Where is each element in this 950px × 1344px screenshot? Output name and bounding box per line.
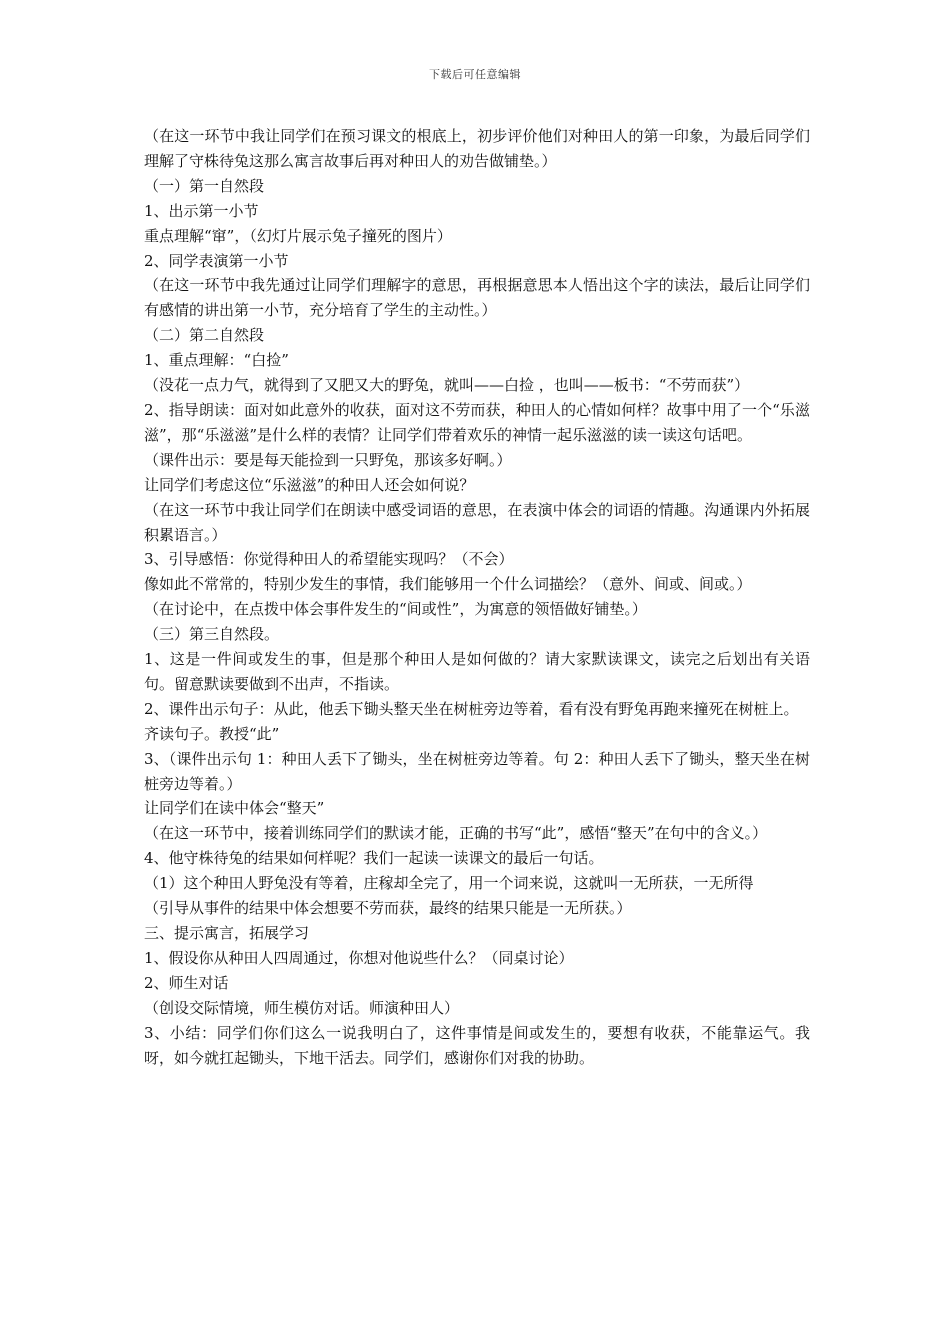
paragraph: 3、小结：同学们你们这么一说我明白了，这件事情是间或发生的，要想有收获，不能靠运气。我呀，如今就扛起锄头，下地干活去。同学们，感谢你们对我的协助。: [144, 1023, 810, 1067]
paragraph: 3、引导感悟：你觉得种田人的希望能实现吗？（不会）: [144, 550, 514, 569]
paragraph: （引导从事件的结果中体会想要不劳而获，最终的结果只能是一无所获。）: [144, 899, 632, 918]
paragraph: （在这一环节中我先通过让同学们理解字的意思，再根据意思本人悟出这个字的读法，最后让同学们有感情的讲出第一小节，充分培育了学生的主动性。）: [144, 276, 810, 320]
paragraph: 齐读句子。教授“此”: [144, 724, 280, 743]
paragraph: （在这一环节中，接着训练同学们的默读才能，正确的书写“此”，感悟“整天”在句中的含义。）: [144, 824, 768, 843]
section-heading: （一）第一自然段: [144, 176, 265, 195]
paragraph: 像如此不常常的，特别少发生的事情，我们能够用一个什么词描绘？（意外、间或、间或。）: [144, 575, 752, 594]
paragraph: 1、出示第一小节: [144, 201, 259, 220]
page-header: 下载后可任意编辑: [429, 68, 521, 81]
paragraph: 2、师生对话: [144, 973, 229, 992]
paragraph: 让同学们在读中体会“整天”: [144, 799, 325, 818]
paragraph: （在这一环节中我让同学们在预习课文的根底上，初步评价他们对种田人的第一印象，为最后同学们理解了守株待兔这那么寓言故事后再对种田人的劝告做铺垫。）: [144, 127, 810, 170]
document-body: [144, 124, 810, 1070]
paragraph: （1）这个种田人野兔没有等着，庄稼却全完了，用一个词来说，这就叫一无所获，一无所得: [144, 874, 754, 893]
paragraph: 让同学们考虑这位“乐滋滋”的种田人还会如何说？: [144, 475, 475, 494]
paragraph: 1、假设你从种田人四周通过，你想对他说些什么？（同桌讨论）: [144, 948, 574, 967]
paragraph: 重点理解“窜”，（幻灯片展示兔子撞死的图片）: [144, 226, 452, 245]
paragraph: （创设交际情境，师生模仿对话。师演种田人）: [144, 998, 460, 1017]
section-heading: （三）第三自然段。: [144, 625, 280, 644]
paragraph: （课件出示：要是每天能捡到一只野兔，那该多好啊。）: [144, 450, 512, 469]
paragraph: （没花一点力气，就得到了又肥又大的野兔，就叫——白捡 ，也叫——板书：“不劳而获”）: [144, 376, 750, 395]
section-heading: （二）第二自然段: [144, 326, 265, 345]
paragraph: （在这一环节中我让同学们在朗读中感受词语的意思，在表演中体会的词语的情趣。沟通课内外拓展积累语言。）: [144, 500, 810, 544]
paragraph: 3、（课件出示句 1：种田人丢下了锄头，坐在树桩旁边等着。句 2：种田人丢下了锄头，整天坐在树桩旁边等着。）: [144, 749, 810, 793]
paragraph: 1、重点理解：“白捡”: [144, 351, 289, 370]
paragraph: 2、课件出示句子：从此，他丢下锄头整天坐在树桩旁边等着，看有没有野兔再跑来撞死在树桩上。: [144, 699, 799, 718]
paragraph: 1、这是一件间或发生的事，但是那个种田人是如何做的？请大家默读课文，读完之后划出有关语句。留意默读要做到不出声，不指读。: [144, 650, 810, 693]
paragraph: 4、他守株待兔的结果如何样呢？我们一起读一读课文的最后一句话。: [144, 849, 604, 868]
paragraph: 2、同学表演第一小节: [144, 251, 289, 270]
paragraph: 2、指导朗读：面对如此意外的收获，面对这不劳而获，种田人的心情如何样？故事中用了一个“乐滋滋”，那“乐滋滋”是什么样的表情？让同学们带着欢乐的神情一起乐滋滋的读一读这句话吧。: [144, 400, 810, 444]
paragraph: （在讨论中，在点拨中体会事件发生的“间或性”，为寓意的领悟做好铺垫。）: [144, 600, 647, 619]
section-heading: 三、提示寓言，拓展学习: [144, 924, 310, 942]
